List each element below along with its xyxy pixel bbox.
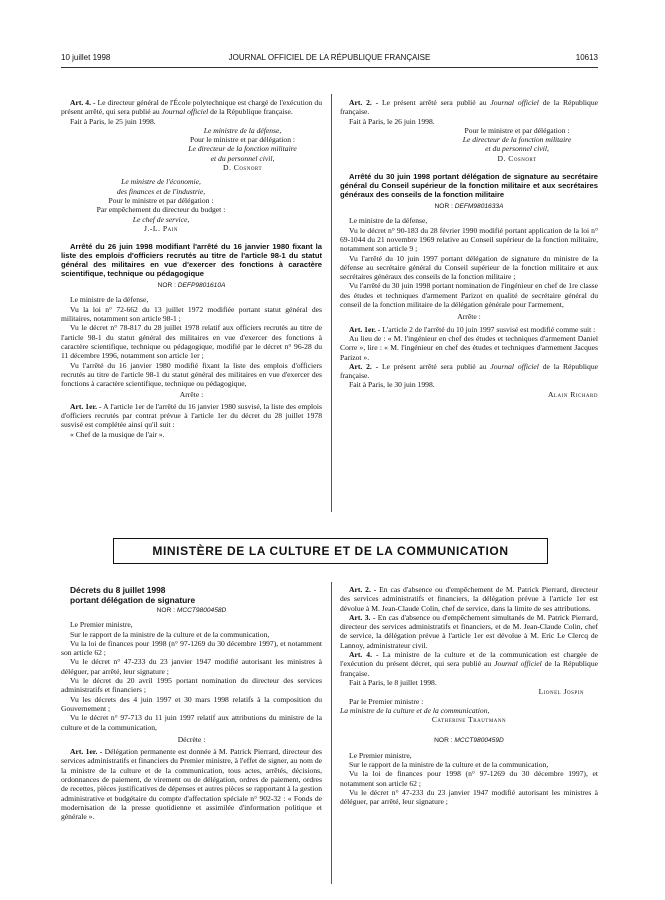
signatory-role: La ministre de la culture et de la communication, <box>340 705 490 715</box>
signatory-name: D. Cosnort <box>497 153 537 163</box>
art3-paragraph: Art. 3. - En cas d'absence ou d'empêchement simultanés de M. Patrick Pierrard, directeur des services administratifs et financiers, et de M. Jean-Claude Colin, chef de service, la délégation prévue à l'article 1er est dévolue à M. Eric Le Clercq de Lannoy, administrateur civil. <box>340 612 598 650</box>
header-journal-title: JOURNAL OFFICIEL DE LA RÉPUBLIQUE FRANÇAISE <box>228 53 431 62</box>
column-divider-top <box>331 94 332 512</box>
art4-paragraph: Art. 4. - La ministre de la culture et de la communication est chargée de l'exécution du présent décret, qui sera publié au Journal officiel de la République française. <box>340 650 598 678</box>
signatory-name: D. Cosnort <box>222 163 263 173</box>
decree-subtitle: portant délégation de signature <box>70 595 196 605</box>
header-date: 10 juillet 1998 <box>61 53 111 62</box>
fait-line: Fait à Paris, le 30 juin 1998. <box>349 380 435 390</box>
art1-paragraph: Art. 1er. - A l'article 1er de l'arrêté du 16 janvier 1980 susvisé, la liste des emplois d'officiers recrutés par contrat prévue à l'article 1er du décret du 28 juillet 1978 susvisé est complétée ainsi qu'il suit : <box>61 401 322 430</box>
arrete-heading: Arrête : <box>457 312 481 322</box>
body-paragraph: Vu l'arrêté du 30 juin 1998 portant nomination de l'ingénieur en chef de 1re classe des études et techniques d'armement Parizot en qualité de secrétaire général du conseil de la fonction militaire de la délégation générale pour l'armement, <box>340 281 598 310</box>
art1-paragraph: Art. 1er. - Délégation permanente est donnée à M. Patrick Pierrard, directeur des services administratifs et financiers du Premier ministre, à l'effet de signer, au nom de la ministre de la culture et de la communication, tous actes, arrêtés, décisions, ordonnances de paiement, de virement ou de délégation, ordres de paiement, ordres de recettes, pièces justificatives de dépenses et autres pièces se rapportant à la gestion administrative et budgétaire du compte d'affectation spéciale n° 902-32 : « Fonds de modernisation de la presse quotidienne et assimilée d'information politique et générale ». <box>61 747 322 822</box>
right-column-top <box>340 98 598 399</box>
signature-block-defense: Le ministre de la défense, Pour le ministre et par délégation : Le directeur de la fonction militaire et du personnel civil, D. Cosnort <box>61 126 322 172</box>
par-line: Par le Premier ministre : <box>349 696 424 706</box>
fait-line: Fait à Paris, le 8 juillet 1998. <box>349 677 437 687</box>
signatory-name: Lionel Jospin <box>538 687 584 697</box>
signatory-name: J.-L. Pain <box>144 223 178 233</box>
decree-title: Arrêté du 30 juin 1998 portant délégation de signature au secrétaire général du Conseil supérieur de la fonction militaire et aux secrétaires généraux des conseils de la fonction militaire <box>340 172 598 200</box>
nor-reference: NOR : MCCT9800459D <box>434 737 504 745</box>
body-paragraph: Vu la loi de finances pour 1998 (n° 97-1269 du 30 décembre 1997), et notamment son article 62 ; <box>61 638 322 658</box>
fait-line: Fait à Paris, le 26 juin 1998. <box>349 116 435 126</box>
header-rule <box>61 67 598 68</box>
body-paragraph: Sur le rapport de la ministre de la culture et de la communication, <box>70 629 270 639</box>
left-column-top <box>61 98 322 439</box>
art2-paragraph: Art. 2. - Le présent arrêté sera publié au Journal officiel de la République française. <box>340 361 599 381</box>
art2-paragraph: Art. 2. - Le présent arrêté sera publié au Journal officiel de la République française. <box>340 98 599 117</box>
body-paragraph: Le ministre de la défense, <box>70 295 149 305</box>
body-paragraph: Vu le décret n° 47-233 du 23 janvier 1947 modifié autorisant les ministres à déléguer, par arrêté, leur signature ; <box>340 787 598 807</box>
body-paragraph: Le Premier ministre, <box>70 620 133 630</box>
body-paragraph: Vu la loi de finances pour 1998 (n° 97-1269 du 30 décembre 1997), et notamment son article 62 ; <box>340 769 598 788</box>
fait-line: Fait à Paris, le 25 juin 1998. <box>70 116 156 126</box>
arrete-heading: Arrête : <box>179 390 204 400</box>
left-column-bottom <box>61 585 322 822</box>
art2-paragraph: Art. 2. - En cas d'absence ou d'empêchement de M. Patrick Pierrard, directeur des services administratifs et financiers, la délégation prévue à l'article 1er est dévolue à M. Jean-Claude Colin, chef de service, dans la limite de ses attributions. <box>340 585 598 613</box>
right-column-bottom <box>340 585 598 807</box>
decree-title: Décrets du 8 juillet 1998 <box>70 585 166 595</box>
art4-paragraph: Art. 4. - Le directeur général de l'École polytechnique est chargé de l'exécution du présent arrêté, qui sera publié au Journal officiel de la République française. <box>61 98 322 117</box>
column-divider-bottom <box>331 582 332 884</box>
body-paragraph: Le Premier ministre, <box>349 750 412 760</box>
nor-reference: NOR : MCCT9800458D <box>156 607 227 614</box>
signature-block: Pour le ministre et par délégation : Le directeur de la fonction militaire et du personnel civil, D. Cosnort <box>340 126 598 163</box>
body-paragraph: Vu le décret n° 97-713 du 11 juin 1997 relatif aux attributions du ministre de la culture et de la communication, <box>61 713 322 732</box>
running-header <box>61 53 598 65</box>
body-paragraph: Vu le décret n° 90-183 du 28 février 1990 modifié portant application de la loi n° 69-1044 du 21 novembre 1969 relative au Conseil supérieur de la fonction militaire, notamment son article 9 ; <box>340 225 598 254</box>
body-paragraph: Vu le décret n° 47-233 du 23 janvier 1947 modifié autorisant les ministres à déléguer, par arrêté, leur signature ; <box>61 657 322 676</box>
decree-title: Arrêté du 26 juin 1998 modifiant l'arrêté du 16 janvier 1980 fixant la liste des emplois d'officiers recrutés au titre de l'article 98-1 du statut général des militaires en vue d'exercer des fonctions à caractère scientifique, technique ou pédagogique <box>61 242 322 279</box>
signature-block-economie: Le ministre de l'économie, des finances et de l'industrie, Pour le ministre et par délégation : Par empêchement du directeur du budget : Le chef de service, J.-L. Pain <box>61 177 261 233</box>
body-paragraph: Le ministre de la défense, <box>349 216 428 226</box>
body-paragraph: Vu les décrets des 4 juin 1997 et 30 mars 1998 relatifs à la composition du Gouvernement ; <box>61 694 322 713</box>
header-page-number: 10613 <box>575 53 598 62</box>
signatory-name: Alain Richard <box>547 389 598 399</box>
body-paragraph: Au lieu de : « M. l'ingénieur en chef des études et techniques d'armement Daniel Corre », lire : « M. l'ingénieur en chef des études et techniques d'armement Jacques Parizot ». <box>340 333 598 362</box>
body-paragraph: Vu la loi n° 72-662 du 13 juillet 1972 modifiée portant statut général des militaires, notamment son article 98-1 ; <box>61 304 322 324</box>
ministry-heading: MINISTÈRE DE LA CULTURE ET DE LA COMMUNICATION <box>113 538 548 564</box>
decrete-heading: Décrète : <box>177 734 206 744</box>
body-paragraph: « Chef de la musique de l'air ». <box>70 429 165 439</box>
body-paragraph: Vu l'arrêté du 16 janvier 1980 modifié fixant la liste des emplois d'officiers recrutés au titre de l'article 98-1 du statut général des militaires en vue d'exercer des fonctions à caractère scientifique, technique ou pédagogique, <box>61 360 322 389</box>
body-paragraph: Sur le rapport de la ministre de la culture et de la communication, <box>349 760 549 770</box>
nor-reference: NOR : DEFM9801633A <box>434 203 504 211</box>
body-paragraph: Vu le décret n° 78-817 du 28 juillet 1978 relatif aux officiers recrutés au titre de l'article 98-1 du statut général des militaires en vue d'exercer des fonctions à caractère scientifique, technique ou pédagogique, modifié par le décret n° 96-28 du 11 décembre 1996, notamment son article 1er ; <box>61 323 322 361</box>
signatory-name: Catherine Trautmann <box>431 715 507 725</box>
body-paragraph: Vu le décret du 20 avril 1995 portant nomination du directeur des services administratifs et financiers ; <box>61 676 322 695</box>
body-paragraph: Vu l'arrêté du 10 juin 1997 portant délégation de signature du ministre de la défense au secrétaire général du Conseil supérieur de la fonction militaire et aux secrétaires généraux des conseils de la fonction militaire ; <box>340 253 598 282</box>
art1-paragraph: Art. 1er. - L'article 2 de l'arrêté du 10 juin 1997 susvisé est modifié comme suit : <box>349 324 596 334</box>
nor-reference: NOR : DEFP9801610A <box>157 282 226 290</box>
